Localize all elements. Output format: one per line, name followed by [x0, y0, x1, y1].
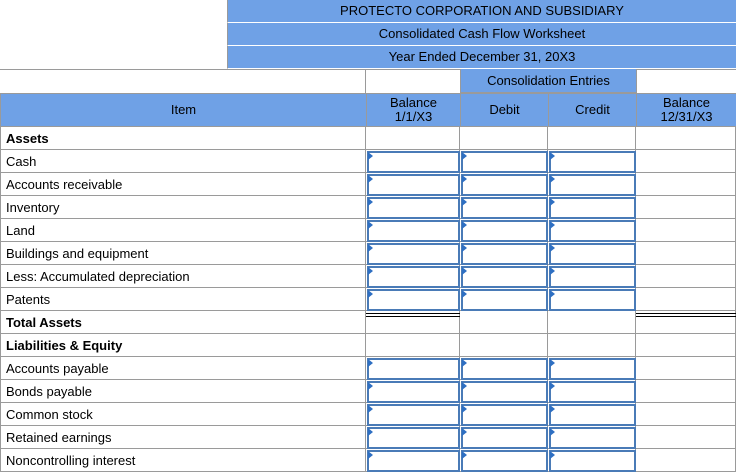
row-label: Land: [0, 219, 366, 242]
dropdown-marker-icon[interactable]: [368, 198, 373, 206]
column-header-item: Item: [0, 93, 366, 127]
grid-cell: [366, 127, 460, 150]
dropdown-marker-icon[interactable]: [550, 244, 555, 252]
dropdown-marker-icon[interactable]: [550, 152, 555, 160]
grid-cell: [460, 311, 548, 334]
row-label: Liabilities & Equity: [0, 334, 366, 357]
debit-input[interactable]: [461, 174, 548, 196]
grid-cell: [636, 242, 736, 265]
balance-begin-input[interactable]: [367, 358, 460, 380]
worksheet-period: Year Ended December 31, 20X3: [227, 46, 736, 69]
grid-cell: [636, 196, 736, 219]
dropdown-marker-icon[interactable]: [550, 221, 555, 229]
total-underline: [366, 316, 460, 317]
row-label: Cash: [0, 150, 366, 173]
dropdown-marker-icon[interactable]: [368, 451, 373, 459]
balance-begin-input[interactable]: [367, 266, 460, 288]
grid-cell: [636, 357, 736, 380]
row-label: Noncontrolling interest: [0, 449, 366, 472]
grid-cell: [636, 219, 736, 242]
credit-input[interactable]: [549, 427, 636, 449]
header-blank-balance-begin: [366, 69, 460, 93]
balance-begin-input[interactable]: [367, 174, 460, 196]
total-underline: [636, 313, 736, 314]
grid-cell: [636, 150, 736, 173]
column-header-balance-begin: Balance 1/1/X3: [366, 93, 460, 127]
header-blank-left: [0, 69, 366, 93]
grid-cell: [636, 127, 736, 150]
dropdown-marker-icon[interactable]: [368, 152, 373, 160]
debit-input[interactable]: [461, 381, 548, 403]
debit-input[interactable]: [461, 243, 548, 265]
dropdown-marker-icon[interactable]: [368, 175, 373, 183]
dropdown-marker-icon[interactable]: [462, 451, 467, 459]
credit-input[interactable]: [549, 266, 636, 288]
row-label: Accounts receivable: [0, 173, 366, 196]
dropdown-marker-icon[interactable]: [550, 451, 555, 459]
balance-begin-input[interactable]: [367, 220, 460, 242]
grid-cell: [636, 288, 736, 311]
balance-begin-input[interactable]: [367, 151, 460, 173]
grid-cell: [366, 334, 460, 357]
credit-input[interactable]: [549, 220, 636, 242]
dropdown-marker-icon[interactable]: [462, 290, 467, 298]
dropdown-marker-icon[interactable]: [368, 405, 373, 413]
debit-input[interactable]: [461, 450, 548, 472]
balance-begin-input[interactable]: [367, 404, 460, 426]
dropdown-marker-icon[interactable]: [462, 221, 467, 229]
balance-begin-input[interactable]: [367, 197, 460, 219]
row-label: Bonds payable: [0, 380, 366, 403]
credit-input[interactable]: [549, 450, 636, 472]
debit-input[interactable]: [461, 220, 548, 242]
dropdown-marker-icon[interactable]: [462, 428, 467, 436]
row-label: Inventory: [0, 196, 366, 219]
dropdown-marker-icon[interactable]: [550, 267, 555, 275]
dropdown-marker-icon[interactable]: [462, 244, 467, 252]
grid-cell: [636, 311, 736, 334]
row-label: Common stock: [0, 403, 366, 426]
dropdown-marker-icon[interactable]: [462, 359, 467, 367]
credit-input[interactable]: [549, 289, 636, 311]
credit-input[interactable]: [549, 243, 636, 265]
debit-input[interactable]: [461, 197, 548, 219]
dropdown-marker-icon[interactable]: [550, 290, 555, 298]
debit-input[interactable]: [461, 427, 548, 449]
credit-input[interactable]: [549, 197, 636, 219]
balance-begin-input[interactable]: [367, 427, 460, 449]
row-label: Accounts payable: [0, 357, 366, 380]
column-header-debit: Debit: [460, 93, 548, 127]
debit-input[interactable]: [461, 266, 548, 288]
grid-cell: [636, 403, 736, 426]
debit-input[interactable]: [461, 151, 548, 173]
dropdown-marker-icon[interactable]: [550, 428, 555, 436]
dropdown-marker-icon[interactable]: [368, 221, 373, 229]
dropdown-marker-icon[interactable]: [550, 382, 555, 390]
balance-begin-input[interactable]: [367, 381, 460, 403]
dropdown-marker-icon[interactable]: [462, 382, 467, 390]
column-header-balance-end: Balance 12/31/X3: [636, 93, 736, 127]
dropdown-marker-icon[interactable]: [368, 382, 373, 390]
credit-input[interactable]: [549, 174, 636, 196]
grid-cell: [366, 311, 460, 334]
balance-begin-input[interactable]: [367, 450, 460, 472]
dropdown-marker-icon[interactable]: [368, 359, 373, 367]
debit-input[interactable]: [461, 358, 548, 380]
worksheet-title: Consolidated Cash Flow Worksheet: [227, 23, 736, 46]
row-label: Patents: [0, 288, 366, 311]
dropdown-marker-icon[interactable]: [462, 152, 467, 160]
credit-input[interactable]: [549, 404, 636, 426]
title-left-blank: [0, 0, 227, 69]
grid-cell: [636, 449, 736, 472]
row-label: Less: Accumulated depreciation: [0, 265, 366, 288]
dropdown-marker-icon[interactable]: [368, 267, 373, 275]
grid-cell: [636, 265, 736, 288]
row-label: Retained earnings: [0, 426, 366, 449]
grid-cell: [548, 127, 636, 150]
grid-cell: [636, 426, 736, 449]
row-label: Total Assets: [0, 311, 366, 334]
debit-input[interactable]: [461, 404, 548, 426]
dropdown-marker-icon[interactable]: [462, 198, 467, 206]
dropdown-marker-icon[interactable]: [462, 267, 467, 275]
debit-input[interactable]: [461, 289, 548, 311]
grid-cell: [548, 311, 636, 334]
column-header-credit: Credit: [548, 93, 636, 127]
total-underline: [636, 316, 736, 317]
dropdown-marker-icon[interactable]: [368, 244, 373, 252]
dropdown-marker-icon[interactable]: [462, 175, 467, 183]
dropdown-marker-icon[interactable]: [550, 405, 555, 413]
grid-cell: [460, 334, 548, 357]
dropdown-marker-icon[interactable]: [368, 428, 373, 436]
credit-input[interactable]: [549, 151, 636, 173]
credit-input[interactable]: [549, 358, 636, 380]
dropdown-marker-icon[interactable]: [462, 405, 467, 413]
dropdown-marker-icon[interactable]: [368, 290, 373, 298]
consolidation-entries-header: Consolidation Entries: [460, 69, 636, 93]
row-label: Buildings and equipment: [0, 242, 366, 265]
row-label: Assets: [0, 127, 366, 150]
grid-cell: [636, 173, 736, 196]
grid-cell: [636, 334, 736, 357]
balance-begin-input[interactable]: [367, 289, 460, 311]
grid-cell: [636, 380, 736, 403]
grid-cell: [548, 334, 636, 357]
dropdown-marker-icon[interactable]: [550, 198, 555, 206]
header-blank-balance-end: [636, 69, 736, 93]
dropdown-marker-icon[interactable]: [550, 359, 555, 367]
balance-begin-input[interactable]: [367, 243, 460, 265]
total-underline: [366, 313, 460, 314]
dropdown-marker-icon[interactable]: [550, 175, 555, 183]
worksheet-company: PROTECTO CORPORATION AND SUBSIDIARY: [227, 0, 736, 23]
credit-input[interactable]: [549, 381, 636, 403]
grid-cell: [460, 127, 548, 150]
